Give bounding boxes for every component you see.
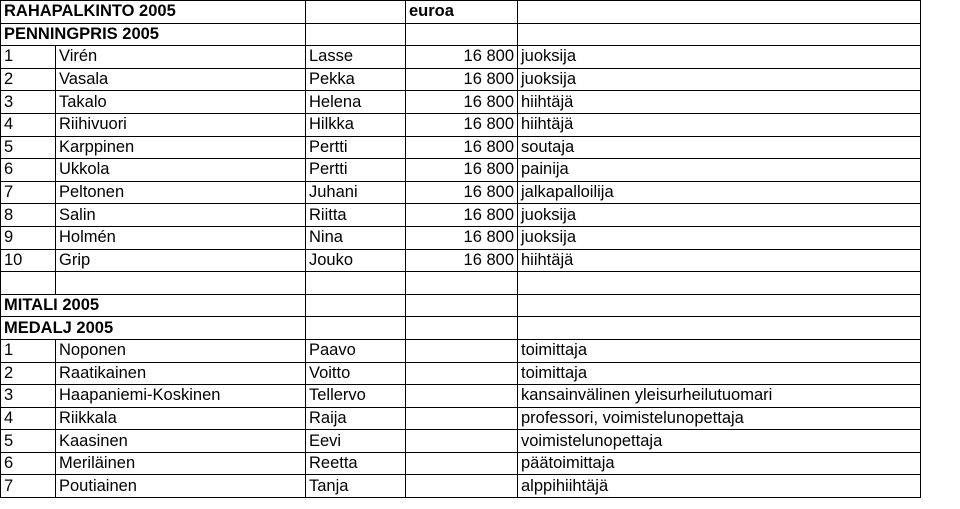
cell-surname[interactable]: Ukkola xyxy=(56,159,306,182)
cell-surname[interactable]: Holmén xyxy=(56,226,306,249)
cell-empty[interactable] xyxy=(518,317,921,340)
cell-role[interactable]: hiihtäjä xyxy=(518,91,921,114)
cell-firstname[interactable]: Voitto xyxy=(306,362,406,385)
prize-row xyxy=(1,113,921,136)
cell-empty[interactable] xyxy=(406,430,518,453)
cell-amount[interactable]: 16 800 xyxy=(406,46,518,69)
cell-role[interactable]: jalkapalloilija xyxy=(518,181,921,204)
cell-empty[interactable] xyxy=(406,317,518,340)
medal-row xyxy=(1,407,921,430)
cell-amount[interactable]: 16 800 xyxy=(406,226,518,249)
cell-role[interactable]: voimistelunopettaja xyxy=(518,430,921,453)
cell-empty[interactable] xyxy=(518,1,921,24)
cell-role[interactable]: juoksija xyxy=(518,46,921,69)
cell-firstname[interactable]: Helena xyxy=(306,91,406,114)
sheet-body xyxy=(1,1,921,498)
cell-rank[interactable]: 9 xyxy=(1,226,56,249)
cell-role[interactable]: hiihtäjä xyxy=(518,249,921,272)
prize-row xyxy=(1,204,921,227)
cell-rank[interactable]: 3 xyxy=(1,91,56,114)
cell-medal-title-sv[interactable]: MEDALJ 2005 xyxy=(1,317,306,340)
cell-firstname[interactable]: Riitta xyxy=(306,204,406,227)
cell-firstname[interactable]: Pertti xyxy=(306,136,406,159)
prize-row xyxy=(1,159,921,182)
cell-surname[interactable]: Virén xyxy=(56,46,306,69)
cell-rank[interactable]: 1 xyxy=(1,46,56,69)
cell-empty[interactable] xyxy=(406,294,518,317)
cell-amount[interactable]: 16 800 xyxy=(406,113,518,136)
cell-firstname[interactable]: Tanja xyxy=(306,475,406,498)
cell-role[interactable]: toimittaja xyxy=(518,339,921,362)
cell-empty[interactable] xyxy=(56,272,306,295)
cell-surname[interactable]: Peltonen xyxy=(56,181,306,204)
prize-row xyxy=(1,91,921,114)
cell-role[interactable]: soutaja xyxy=(518,136,921,159)
cell-rank[interactable]: 2 xyxy=(1,362,56,385)
cell-rank[interactable]: 5 xyxy=(1,430,56,453)
cell-firstname[interactable]: Jouko xyxy=(306,249,406,272)
medal-header-row xyxy=(1,294,921,317)
prize-row xyxy=(1,181,921,204)
prize-row xyxy=(1,136,921,159)
cell-empty[interactable] xyxy=(406,407,518,430)
cell-amount[interactable]: 16 800 xyxy=(406,68,518,91)
cell-empty[interactable] xyxy=(518,294,921,317)
prize-row xyxy=(1,46,921,69)
cell-empty[interactable] xyxy=(406,475,518,498)
cell-rank[interactable]: 5 xyxy=(1,136,56,159)
cell-firstname[interactable]: Pekka xyxy=(306,68,406,91)
cell-role[interactable]: painija xyxy=(518,159,921,182)
cell-surname[interactable]: Karppinen xyxy=(56,136,306,159)
medal-row xyxy=(1,475,921,498)
cell-rank[interactable]: 4 xyxy=(1,113,56,136)
cell-rank[interactable]: 10 xyxy=(1,249,56,272)
cell-empty[interactable] xyxy=(406,385,518,408)
cell-amount[interactable]: 16 800 xyxy=(406,204,518,227)
cell-firstname[interactable]: Nina xyxy=(306,226,406,249)
header-row-subtitle xyxy=(1,23,921,46)
cell-amount[interactable]: 16 800 xyxy=(406,91,518,114)
cell-firstname[interactable]: Lasse xyxy=(306,46,406,69)
cell-surname[interactable]: Riihivuori xyxy=(56,113,306,136)
prize-row xyxy=(1,68,921,91)
cell-surname[interactable]: Takalo xyxy=(56,91,306,114)
cell-amount[interactable]: 16 800 xyxy=(406,181,518,204)
cell-empty[interactable] xyxy=(406,23,518,46)
cell-surname[interactable]: Raatikainen xyxy=(56,362,306,385)
medal-row xyxy=(1,339,921,362)
cell-rank[interactable]: 8 xyxy=(1,204,56,227)
cell-empty[interactable] xyxy=(406,452,518,475)
cell-surname[interactable]: Meriläinen xyxy=(56,452,306,475)
cell-role[interactable]: päätoimittaja xyxy=(518,452,921,475)
cell-firstname[interactable]: Hilkka xyxy=(306,113,406,136)
cell-amount[interactable]: 16 800 xyxy=(406,159,518,182)
cell-rank[interactable]: 1 xyxy=(1,339,56,362)
cell-empty[interactable] xyxy=(306,294,406,317)
cell-role[interactable]: kansainvälinen yleisurheilutuomari xyxy=(518,385,921,408)
cell-amount[interactable]: 16 800 xyxy=(406,249,518,272)
cell-empty[interactable] xyxy=(306,317,406,340)
cell-rank[interactable]: 7 xyxy=(1,181,56,204)
medal-row xyxy=(1,430,921,453)
cell-amount[interactable]: 16 800 xyxy=(406,136,518,159)
cell-rank[interactable]: 6 xyxy=(1,159,56,182)
cell-medal-title-fi[interactable]: MITALI 2005 xyxy=(1,294,306,317)
cell-rank[interactable]: 7 xyxy=(1,475,56,498)
cell-empty[interactable] xyxy=(406,272,518,295)
cell-role[interactable]: juoksija xyxy=(518,68,921,91)
medal-row xyxy=(1,385,921,408)
cell-surname[interactable]: Haapaniemi-Koskinen xyxy=(56,385,306,408)
medal-header-row xyxy=(1,317,921,340)
cell-firstname[interactable]: Reetta xyxy=(306,452,406,475)
cell-surname[interactable]: Kaasinen xyxy=(56,430,306,453)
cell-surname[interactable]: Riikkala xyxy=(56,407,306,430)
prize-row xyxy=(1,249,921,272)
cell-firstname[interactable]: Paavo xyxy=(306,339,406,362)
cell-surname[interactable]: Vasala xyxy=(56,68,306,91)
cell-role[interactable]: alppihiihtäjä xyxy=(518,475,921,498)
spacer-row xyxy=(1,272,921,295)
cell-rank[interactable]: 4 xyxy=(1,407,56,430)
cell-empty[interactable] xyxy=(406,339,518,362)
cell-role[interactable]: juoksija xyxy=(518,226,921,249)
prize-row xyxy=(1,226,921,249)
cell-empty[interactable] xyxy=(306,272,406,295)
cell-empty[interactable] xyxy=(306,1,406,24)
cell-currency[interactable]: euroa xyxy=(406,1,518,24)
cell-role[interactable]: juoksija xyxy=(518,204,921,227)
cell-role[interactable]: professori, voimistelunopettaja xyxy=(518,407,921,430)
cell-surname[interactable]: Noponen xyxy=(56,339,306,362)
cell-title-fi[interactable]: RAHAPALKINTO 2005 xyxy=(1,1,306,24)
medal-row xyxy=(1,452,921,475)
cell-title-sv[interactable]: PENNINGPRIS 2005 xyxy=(1,23,306,46)
cell-surname[interactable]: Grip xyxy=(56,249,306,272)
header-row-title xyxy=(1,1,921,24)
cell-empty[interactable] xyxy=(518,23,921,46)
cell-role[interactable]: toimittaja xyxy=(518,362,921,385)
cell-firstname[interactable]: Pertti xyxy=(306,159,406,182)
cell-firstname[interactable]: Eevi xyxy=(306,430,406,453)
cell-empty[interactable] xyxy=(1,272,56,295)
cell-firstname[interactable]: Raija xyxy=(306,407,406,430)
cell-role[interactable]: hiihtäjä xyxy=(518,113,921,136)
cell-empty[interactable] xyxy=(518,272,921,295)
cell-firstname[interactable]: Tellervo xyxy=(306,385,406,408)
cell-firstname[interactable]: Juhani xyxy=(306,181,406,204)
medal-row xyxy=(1,362,921,385)
cell-rank[interactable]: 6 xyxy=(1,452,56,475)
cell-empty[interactable] xyxy=(306,23,406,46)
cell-surname[interactable]: Salin xyxy=(56,204,306,227)
cell-surname[interactable]: Poutiainen xyxy=(56,475,306,498)
cell-empty[interactable] xyxy=(406,362,518,385)
cell-rank[interactable]: 3 xyxy=(1,385,56,408)
cell-rank[interactable]: 2 xyxy=(1,68,56,91)
